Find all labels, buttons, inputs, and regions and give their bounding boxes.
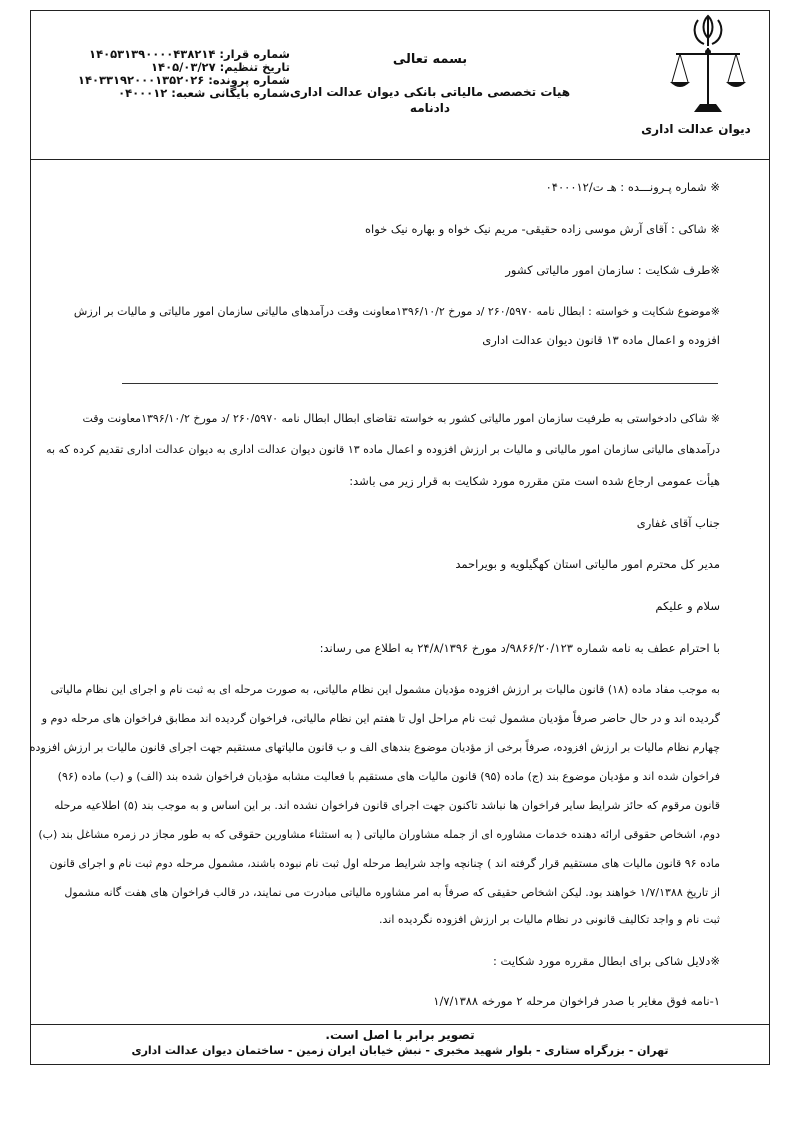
- petition-line-2: درآمدهای مالیاتی سازمان امور مالیاتی و مالیات بر ارزش افزوده و اعمال ماده ۱۳ قانون دیوان عدالت اداری به دیوان عدالت اداری تقدیم کرده که به: [46, 443, 720, 456]
- case-number: ※ شماره پـرونـــده : هـ ت/۰۴۰۰۰۱۲: [545, 180, 720, 194]
- letter-line: ثبت نام و واجد تکالیف قانونی در نظام مالیات بر ارزش افزوده نگردیده اند.: [378, 913, 720, 926]
- letter-line: قانون مرقوم که حائز شرایط سایر فراخوان ها نباشد تاکنون جهت اجرای قانون فراخوان نشده اند. بر این اساس و به موجب بند (۵) اطلاعیه مرحله: [54, 799, 720, 812]
- letter-line: گردیده اند و در حال حاضر صرفاً مؤدیان مشمول ثبت نام مراحل اول تا هفتم این نظام مالیاتی، فراخوان گردیده اند مطابق فراخوان های مرحله دوم و: [41, 712, 720, 725]
- meta-case-no: شماره پرونده: ۱۴۰۳۳۱۹۲۰۰۰۱۳۵۲۰۲۶: [77, 73, 290, 87]
- petition-line-3: هیأت عمومی ارجاع شده است متن مقرره مورد شکایت به قرار زیر می باشد:: [349, 474, 720, 488]
- plaintiff: ※ شاکی : آقای آرش موسی زاده حقیقی- مریم نیک خواه و بهاره نیک خواه: [364, 222, 720, 236]
- bismillah: بسمه تعالی: [392, 52, 468, 67]
- letter-line: به موجب مفاد ماده (۱۸) قانون مالیات بر ارزش افزوده مؤدیان مشمول این نظام مالیاتی، به صورت مرحله ای به ثبت نام و اجرای این نظام مالیاتی: [50, 683, 720, 696]
- salutation-name: جناب آقای غفاری: [636, 516, 720, 530]
- doc-type: دادنامه: [409, 101, 451, 115]
- case-metadata: [60, 48, 290, 100]
- board-name: هیات تخصصی مالیاتی بانکی دیوان عدالت اداری: [289, 85, 571, 99]
- petition-line-1: ※ شاکی دادخواستی به طرفیت سازمان امور مالیاتی کشور به خواسته تقاضای ابطال ابطال نامه ۲۶۰/۵۹۷۰ /د مورخ ۱۳۹۶/۱۰/۲معاونت وقت: [82, 412, 720, 425]
- letter-line: از تاریخ ۱/۷/۱۳۸۸ خواهند بود. لیکن اشخاص حقیقی که صرفاً به امر مشاوره مالیاتی مبادرت می نمایند، در قالب فراخوان های هفت گانه مشمول: [64, 886, 720, 899]
- reference-line: با احترام عطف به نامه شماره ۹۸۶۶/۲۰/۱۲۳/د مورخ ۲۴/۸/۱۳۹۶ به اطلاع می رساند:: [319, 641, 720, 655]
- document-footer: [30, 1024, 770, 1065]
- letter-line: ماده ۹۶ قانون مالیات های مستقیم قرار گرفته اند ) چنانچه واجد شرایط مرحله اول ثبت نام نبوده باشند، مشمول مرحله دوم ثبت نام و اجرای قانون: [49, 857, 720, 870]
- subject-line-1: ※موضوع شکایت و خواسته : ابطال نامه ۲۶۰/۵۹۷۰ /د مورخ ۱۳۹۶/۱۰/۲معاونت وقت درآمدهای مالیاتی سازمان امور مالیاتی و مالیات بر ارزش: [73, 305, 720, 318]
- meta-date: تاریخ تنظیم: ۱۴۰۵/۰۳/۲۷: [151, 60, 290, 74]
- letter-line: چهارم نظام مالیات بر ارزش افزوده، صرفاً برخی از مؤدیان موضوع بندهای الف و ب قانون مالیاتهای مستقیم جهت اجرای قانون مالیات بر ارزش افزوده: [29, 741, 720, 754]
- letter-line: فراخوان شده اند و مؤدیان موضوع بند (ج) ماده (۹۵) قانون مالیات های مستقیم با فعالیت مشابه مؤدیان فراخوان شده بند (الف) و (ب) ماده (۹۶): [57, 770, 720, 783]
- salutation-title: مدیر کل محترم امور مالیاتی استان کهگیلویه و بویراحمد: [455, 557, 720, 571]
- subject-line-2: افزوده و اعمال ماده ۱۳ قانون دیوان عدالت اداری: [482, 333, 720, 347]
- reasons-heading: ※دلایل شاکی برای ابطال مقرره مورد شکایت :: [493, 954, 720, 968]
- letter-line: دوم، اشخاص حقوقی ارائه دهنده خدمات مشاوره ای از جمله مشاوران مالیاتی ( به استثناء مشاورین حقوقی که به طور مجاز در زمره مشاغل بند (ب): [38, 828, 720, 841]
- court-scales-emblem-icon: [668, 12, 748, 122]
- meta-archive-no: شماره بایگانی شعبه: ۰۴۰۰۰۱۲: [118, 86, 290, 100]
- certified-copy-note: تصویر برابر با اصل است.: [325, 1028, 475, 1042]
- reason-1: ۱-نامه فوق مغایر با صدر فراخوان مرحله ۲ مورخه ۱/۷/۱۳۸۸: [433, 994, 720, 1008]
- page-frame: [30, 10, 770, 1065]
- court-label: دیوان عدالت اداری: [641, 122, 751, 136]
- salutation-greeting: سلام و علیکم: [655, 599, 720, 613]
- document-header: [30, 10, 770, 160]
- meta-decision-no: شماره قرار: ۱۴۰۵۳۱۳۹۰۰۰۰۴۳۸۲۱۴: [89, 47, 290, 61]
- divider: [122, 383, 718, 384]
- title-block: [280, 52, 580, 115]
- court-address: تهران - بزرگراه ستاری - بلوار شهید مخبری - نبش خیابان ایران زمین - ساختمان دیوان عدالت اداری: [131, 1044, 669, 1057]
- defendant: ※طرف شکایت : سازمان امور مالیاتی کشور: [505, 263, 720, 277]
